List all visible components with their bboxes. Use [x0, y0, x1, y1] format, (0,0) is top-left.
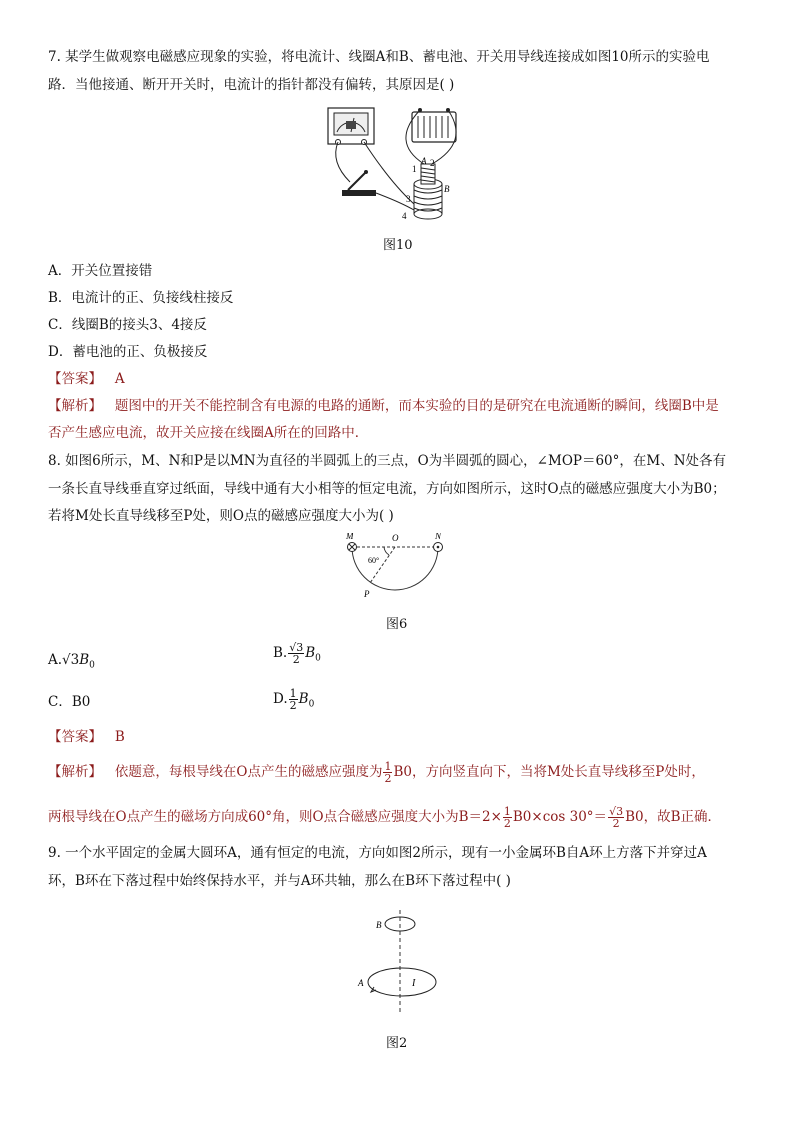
analysis-tag: 【解析】	[48, 398, 102, 414]
q8-option-c: C．B0	[48, 694, 91, 710]
analysis-tag: 【解析】	[48, 764, 102, 780]
q8-option-b: B. $\frac{√3}{2}$ $B_0$	[273, 641, 321, 666]
fig6-label-N: N	[435, 533, 442, 541]
analysis-text: 题图中的开关不能控制含有电源的电路的通断，而本实验的目的是研究在电流通断的瞬间，线圈B中是	[114, 398, 719, 414]
q9-stem-line1: 9. 一个水平固定的金属大圆环A，通有恒定的电流，方向如图2所示，现有一小金属环B自A环上方落下并穿过A	[48, 845, 707, 861]
figure-6-caption: 图6	[386, 617, 408, 632]
answer-value: B	[114, 729, 125, 745]
figure-10-circuit	[320, 102, 480, 227]
fig10-label-2: 2	[430, 158, 435, 168]
q8-analysis-line2: 两根导线在O点产生的磁场方向成60°角，则O点合磁感应强度大小为B＝2× $\frac{1}{2}$ B0×cos 30°＝ $\frac{√3}{2}$ B0，故B正确．	[48, 805, 722, 830]
q8-stem-line2: 一条长直导线垂直穿过纸面，导线中通有大小相等的恒定电流，方向如图所示，这时O点的磁感应强度大小为B0；	[48, 481, 726, 497]
q7-answer	[48, 370, 125, 388]
q8-answer	[48, 728, 125, 746]
q8-stem-line3: 若将M处长直导线移至P处，则O点的磁感应强度大小为( )	[48, 508, 394, 524]
fig10-label-4: 4	[402, 211, 407, 221]
figure-10-caption: 图10	[383, 238, 413, 253]
fig2-label-I: I	[412, 978, 416, 989]
fig10-label-A: A	[421, 156, 427, 166]
q8-stem-line1: 8. 如图6所示，M、N和P是以MN为直径的半圆弧上的三点，O为半圆弧的圆心，∠MOP＝60°，在M、N处各有	[48, 453, 727, 469]
q7-stem-line1: 7. 某学生做观察电磁感应现象的实验，将电流计、线圈A和B、蓄电池、开关用导线连接成如图10所示的实验电	[48, 49, 710, 65]
fig10-label-B: B	[444, 184, 450, 194]
q8-option-a: $A.√3B_0$	[48, 652, 95, 671]
answer-tag: 【答案】	[48, 371, 102, 387]
fig2-label-B: B	[376, 920, 382, 930]
fig10-label-3: 3	[406, 194, 411, 204]
figure-6-semicircle	[338, 533, 450, 603]
q8-option-d: D. $\frac{1}{2}$ $B_0$	[273, 687, 315, 712]
fig6-label-O: O	[392, 533, 399, 543]
fig10-label-1: 1	[412, 164, 417, 174]
figure-2-caption: 图2	[386, 1036, 408, 1051]
answer-tag: 【答案】	[48, 729, 102, 745]
q8-analysis-line1: 【解析】 依题意，每根导线在O点产生的磁感应强度为 $\frac{1}{2}$ B0，方向竖直向下，当将M处长直导线移至P处时，	[48, 760, 705, 785]
q7-stem-line2: 路．当他接通、断开开关时，电流计的指针都没有偏转，其原因是( )	[48, 77, 455, 93]
fig2-label-A: A	[358, 978, 364, 988]
answer-value: A	[114, 371, 125, 387]
q7-option-a: A．开关位置接错	[48, 263, 153, 279]
figure-2-rings	[352, 906, 442, 1018]
fig6-angle-label: 60°	[368, 556, 380, 565]
q7-option-c: C．线圈B的接头3、4接反	[48, 317, 207, 333]
q7-option-b: B．电流计的正、负接线柱接反	[48, 290, 234, 306]
q7-analysis-line1	[48, 397, 719, 415]
q7-option-d: D．蓄电池的正、负极接反	[48, 344, 208, 360]
fig6-label-P: P	[364, 589, 370, 599]
q7-analysis-line2: 否产生感应电流，故开关应接在线圈A所在的回路中．	[48, 425, 369, 441]
q9-stem-line2: 环，B环在下落过程中始终保持水平，并与A环共轴，那么在B环下落过程中( )	[48, 873, 511, 889]
fig6-label-M: M	[346, 533, 354, 541]
